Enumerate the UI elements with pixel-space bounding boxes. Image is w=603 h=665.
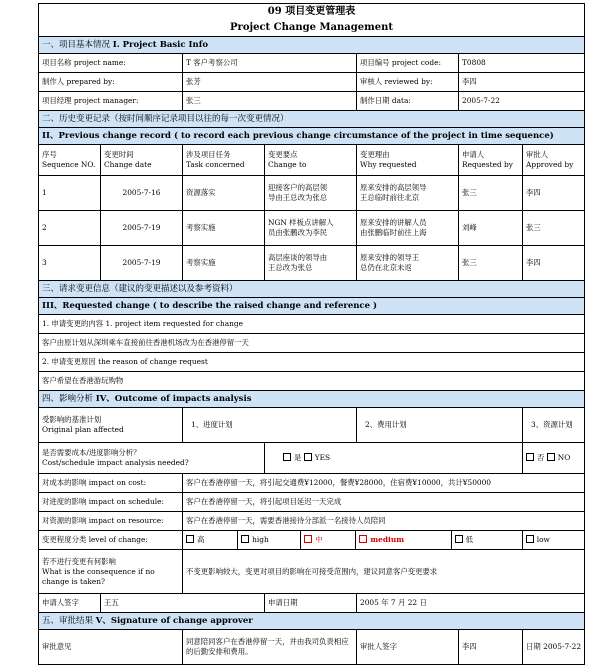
row-why-line2: 王总临时前往北京 — [360, 193, 420, 202]
row-why — [357, 246, 459, 281]
consequence-label — [39, 550, 183, 594]
level-options-table — [183, 531, 584, 549]
reviewed-by-value: 李四 — [459, 73, 585, 92]
row-no: 2 — [39, 211, 101, 246]
row-no: 1 — [39, 176, 101, 211]
change-reason-question: 2. 申请变更原因 the reason of change request — [39, 353, 585, 372]
no-label-en: NO — [557, 453, 571, 462]
analysis-yes-option[interactable] — [265, 443, 523, 474]
change-content-question: 1. 申请变更的内容 1. project item requested for change — [39, 315, 585, 334]
impact-resource-label: 对资源的影响 impact on resource: — [39, 512, 183, 531]
form-title-en: Project Change Management — [39, 20, 585, 37]
plan-affected-en: Original plan affected — [42, 425, 124, 434]
row-change-line1: NGN 样板点讲解人 — [268, 218, 334, 227]
row-no: 3 — [39, 246, 101, 281]
consequence-en: What is the consequence if no change is taken? — [42, 566, 155, 586]
applicant-label: 申请人签字 — [39, 594, 101, 613]
approval-opinion-value — [183, 630, 357, 665]
col-header-seq — [39, 145, 101, 176]
col-header-approved-cn: 审批人 — [526, 150, 549, 159]
yes-label-en: YES — [314, 453, 331, 462]
section3-header-en — [39, 298, 585, 315]
approval-opinion-label: 审批意见 — [39, 630, 183, 665]
impact-cost-value: 客户在香港停留一天，将引起交通费¥12000，餐费¥28000，住宿费¥10000，共计¥50000 — [183, 474, 585, 493]
level-high-cn-option[interactable] — [183, 531, 238, 549]
row-change-line1: 高层座谈的领导由 — [268, 253, 328, 262]
analysis-no-option[interactable] — [523, 443, 585, 474]
reviewed-by-label: 审核人 reviewed by: — [357, 73, 459, 92]
row-change-line2: 员由张鹏改为李民 — [268, 228, 328, 237]
row-date: 2005-7-19 — [101, 211, 183, 246]
col-header-change — [265, 145, 357, 176]
plan-affected-label — [39, 408, 183, 443]
row-change-line2: 导由王总改为张总 — [268, 193, 328, 202]
project-name-value: T 客户考察公司 — [183, 54, 357, 73]
medium-cn-checkbox[interactable] — [304, 535, 312, 543]
plan-cost: 2、费用计划 — [357, 408, 523, 443]
section5-header — [39, 613, 585, 630]
col-header-requested-en: Requested by — [462, 160, 513, 169]
change-content-answer: 客户由原计划从深圳乘车直接前往香港机场改为在香港停留一天 — [39, 334, 585, 353]
impact-cost-label: 对成本的影响 impact on cost: — [39, 474, 183, 493]
row-task: 资源落实 — [183, 176, 265, 211]
col-header-why-en: Why requested — [360, 160, 417, 169]
col-header-date-en: Change date — [104, 160, 152, 169]
no-checkbox[interactable] — [526, 453, 534, 461]
low-en-checkbox[interactable] — [526, 535, 534, 543]
row-task: 考察实施 — [183, 246, 265, 281]
medium-en-label: medium — [370, 535, 405, 544]
table-row — [39, 211, 585, 246]
table-row — [39, 246, 585, 281]
high-cn-checkbox[interactable] — [186, 535, 194, 543]
project-code-label: 项目编号 project code: — [357, 54, 459, 73]
apply-date-label: 申请日期 — [265, 594, 357, 613]
row-why — [357, 176, 459, 211]
project-name-label: 项目名称 project name: — [39, 54, 183, 73]
section4-header-cn: 四、影响分析 — [42, 394, 94, 404]
impact-schedule-label: 对进度的影响 impact on schedule: — [39, 493, 183, 512]
row-approved: 李四 — [523, 246, 585, 281]
impact-resource-value: 客户在香港停留一天，需要香港接待分部派一名接待人员陪同 — [183, 512, 585, 531]
col-header-seq-en: Sequence NO. — [42, 160, 96, 169]
row-why-line1: 原来安排的讲解人员 — [360, 218, 427, 227]
section3-header-en-text: III、Requested change ( to describe the raised change and reference ) — [42, 301, 377, 311]
col-header-approved — [523, 145, 585, 176]
row-change-line1: 迎接客户的高层领 — [268, 183, 328, 192]
level-of-change-label: 变更程度分类 level of change: — [39, 531, 183, 550]
level-high-en-option[interactable] — [238, 531, 301, 549]
row-approved: 李四 — [523, 176, 585, 211]
low-cn-label: 低 — [465, 535, 473, 544]
section2-header-en-text: II、Previous change record ( to record each previous change circumstance of the project in time sequence) — [42, 131, 554, 141]
low-cn-checkbox[interactable] — [455, 535, 463, 543]
plan-schedule: 1、进度计划 — [183, 408, 357, 443]
change-reason-answer: 客户希望在香港游玩购物 — [39, 372, 585, 391]
level-low-cn-option[interactable] — [451, 531, 522, 549]
col-header-task — [183, 145, 265, 176]
section5-header-en: V、Signature of change approver — [95, 616, 253, 626]
yes-checkbox-en[interactable] — [304, 453, 312, 461]
prepared-by-value: 张芳 — [183, 73, 357, 92]
table-row — [39, 176, 585, 211]
section5-header-cn: 五、审批结果 — [42, 616, 94, 626]
col-header-why — [357, 145, 459, 176]
row-change — [265, 246, 357, 281]
consequence-cn: 若不进行变更有何影响 — [42, 556, 116, 566]
row-requested: 刘峰 — [459, 211, 523, 246]
row-approved: 张三 — [523, 211, 585, 246]
col-header-approved-en: Approved by — [526, 160, 574, 169]
level-medium-cn-option[interactable] — [301, 531, 356, 549]
row-change-line2: 王总改为张总 — [268, 263, 313, 272]
impact-schedule-value: 客户在香港停留一天，将引起项目延迟一天完成 — [183, 493, 585, 512]
section2-header-en — [39, 128, 585, 145]
col-header-why-cn: 变更理由 — [360, 150, 390, 159]
level-low-en-option[interactable] — [522, 531, 584, 549]
analysis-needed-en: Cost/schedule impact analysis needed? — [42, 458, 189, 467]
approval-date-label: 日期 — [526, 642, 541, 651]
plan-resource: 3、资源计划 — [523, 408, 585, 443]
medium-en-checkbox[interactable] — [359, 535, 367, 543]
form-title-cn: 09 项目变更管理表 — [39, 4, 585, 21]
high-en-checkbox[interactable] — [241, 535, 249, 543]
consequence-value: 不变更影响较大，变更对项目的影响在可接受范围内，建议同意客户变更要求 — [183, 550, 585, 594]
row-why — [357, 211, 459, 246]
col-header-seq-cn: 序号 — [42, 150, 57, 159]
approval-opinion-line2: 的后勤安排和费用。 — [186, 647, 253, 656]
col-header-requested-cn: 申请人 — [462, 150, 485, 159]
approval-date-value: 2005-7-22 — [543, 642, 582, 651]
row-why-line2: 总仍在北京未返 — [360, 263, 412, 272]
level-options — [183, 531, 585, 550]
col-header-requested — [459, 145, 523, 176]
col-header-date-cn: 变更时间 — [104, 150, 134, 159]
section4-header-en: IV、Outcome of impacts analysis — [95, 394, 252, 404]
level-medium-en-option[interactable] — [356, 531, 451, 549]
row-task: 考察实施 — [183, 211, 265, 246]
low-en-label: low — [536, 535, 550, 544]
approver-label: 审批人签字 — [357, 630, 459, 665]
row-date: 2005-7-16 — [101, 176, 183, 211]
section1-header-cn: 一、项目基本情况 — [42, 40, 111, 50]
col-header-change-cn: 变更要点 — [268, 150, 298, 159]
date-value: 2005-7-22 — [459, 92, 585, 111]
col-header-change-en: Change to — [268, 160, 307, 169]
col-header-task-cn: 涉及项目任务 — [186, 150, 231, 159]
row-why-line1: 原来安排的高层领导 — [360, 183, 427, 192]
row-change — [265, 176, 357, 211]
change-management-form — [38, 3, 584, 665]
col-header-task-en: Task concerned — [186, 160, 245, 169]
apply-date-value: 2005 年 7 月 22 日 — [357, 594, 585, 613]
row-why-line1: 原来安排的领导王 — [360, 253, 420, 262]
section1-header-en: I. Project Basic Info — [112, 40, 209, 50]
section4-header — [39, 391, 585, 408]
date-label: 制作日期 data: — [357, 92, 459, 111]
prepared-by-label: 制作人 prepared by: — [39, 73, 183, 92]
row-why-line2: 由张鹏临时前往上海 — [360, 228, 427, 237]
high-cn-label: 高 — [197, 535, 205, 544]
approval-opinion-line1: 同意陪同客户在香港停留一天，并由我司负责相应 — [186, 637, 349, 646]
manager-value: 张三 — [183, 92, 357, 111]
approver-value: 李四 — [459, 630, 523, 665]
no-label-cn: 否 — [537, 453, 545, 462]
manager-label: 项目经理 project manager: — [39, 92, 183, 111]
row-date: 2005-7-19 — [101, 246, 183, 281]
yes-label-cn: 是 — [294, 453, 302, 462]
high-en-label: high — [252, 535, 269, 544]
section2-header-cn: 二、历史变更记录（按时间顺序记录项目以往的每一次变更情况） — [39, 111, 585, 128]
row-requested: 张三 — [459, 176, 523, 211]
row-change — [265, 211, 357, 246]
project-code-value: T0808 — [459, 54, 585, 73]
approval-date — [523, 630, 585, 665]
analysis-needed-cn: 是否需要成本/进度影响分析？ — [42, 448, 141, 457]
analysis-needed-label — [39, 443, 265, 474]
medium-cn-label: 中 — [315, 535, 323, 544]
yes-checkbox[interactable] — [283, 453, 291, 461]
section3-header-cn: 三、请求变更信息（建议的变更描述以及参考资料） — [39, 281, 585, 298]
row-requested: 张三 — [459, 246, 523, 281]
form-table — [38, 3, 585, 665]
no-checkbox-en[interactable] — [547, 453, 555, 461]
plan-affected-cn: 受影响的基准计划 — [42, 415, 102, 424]
applicant-value: 王五 — [101, 594, 265, 613]
section1-header — [39, 37, 585, 54]
col-header-date — [101, 145, 183, 176]
